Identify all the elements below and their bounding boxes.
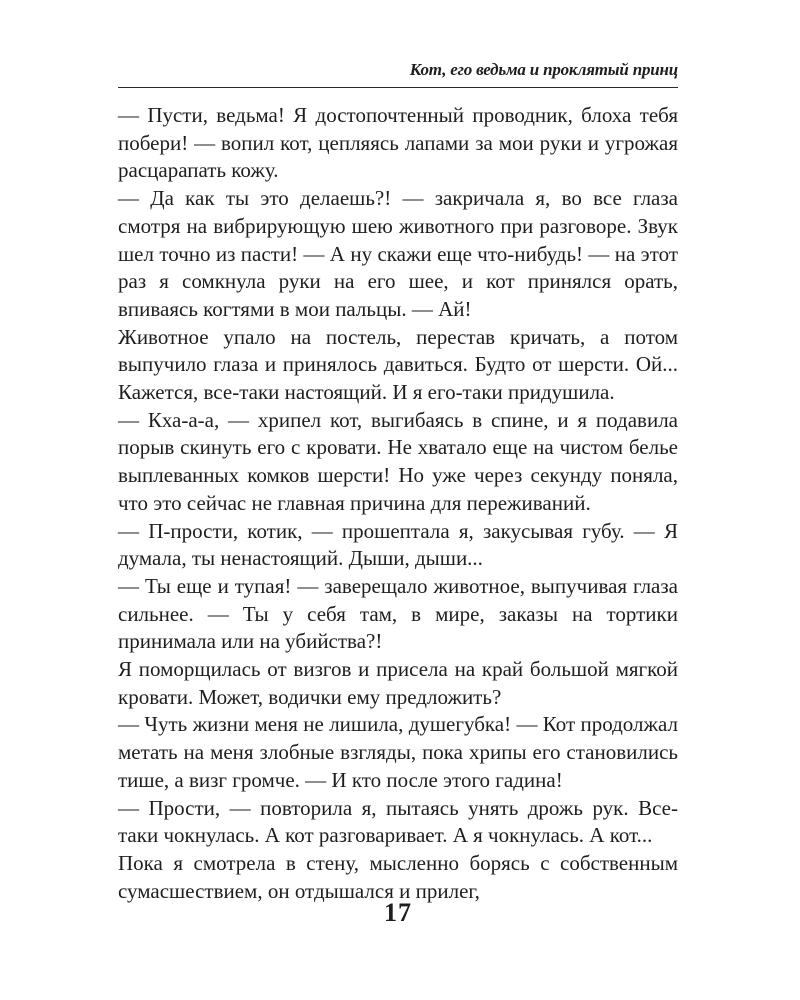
paragraph: Пока я смотрела в стену, мысленно борясь с собственным сумасшествием, он отдышался и прилег, xyxy=(118,850,678,903)
page-number: 17 xyxy=(384,898,412,927)
running-header: Кот, его ведьма и проклятый принц xyxy=(118,60,678,88)
paragraph: — П-прости, котик, — прошептала я, закусывая губу. — Я думала, ты ненастоящий. Дыши, дыши... xyxy=(118,518,678,571)
page-body xyxy=(118,102,678,905)
paragraph: Животное упало на постель, перестав кричать, а потом выпучило глаза и принялось давиться. Будто от шерсти. Ой... Кажется, все-таки настоящий. И я его-таки придушила. xyxy=(118,324,678,405)
book-page xyxy=(118,60,678,960)
paragraph: — Ты еще и тупая! — заверещало животное, выпучивая глаза сильнее. — Ты у себя там, в мире, заказы на тортики принимала или на убийства?! xyxy=(118,573,678,654)
paragraph: — Пусти, ведьма! Я достопочтенный проводник, блоха тебя побери! — вопил кот, цепляясь лапами за мои руки и угрожая расцарапать кожу. xyxy=(118,103,678,183)
paragraph: — Кха-а-а, — хрипел кот, выгибаясь в спине, и я подавила порыв скинуть его с кровати. Не хватало еще на чистом белье выплеванных комков шерсти! Но уже через секунду поняла, что это сейчас не главная причина для переживаний. xyxy=(118,407,678,515)
paragraph: Я поморщилась от визгов и присела на край большой мягкой кровати. Может, водички ему предложить? xyxy=(118,657,678,709)
paragraph: — Чуть жизни меня не лишила, душегубка! — Кот продолжал метать на меня злобные взгляды, пока хрипы его становились тише, а визг громче. — И кто после этого гадина! xyxy=(118,712,678,792)
paragraph: — Да как ты это делаешь?! — закричала я, во все глаза смотря на вибрирующую шею животного при разговоре. Звук шел точно из пасти! — А ну скажи еще что-нибудь! — на этот раз я сомкнула руки на его шее, и кот принялся орать, впиваясь когтями в мои пальцы. — Ай! xyxy=(118,186,678,321)
paragraph: — Прости, — повторила я, пытаясь унять дрожь рук. Все-таки чокнулась. А кот разговаривает. А я чокнулась. А кот... xyxy=(118,795,678,848)
